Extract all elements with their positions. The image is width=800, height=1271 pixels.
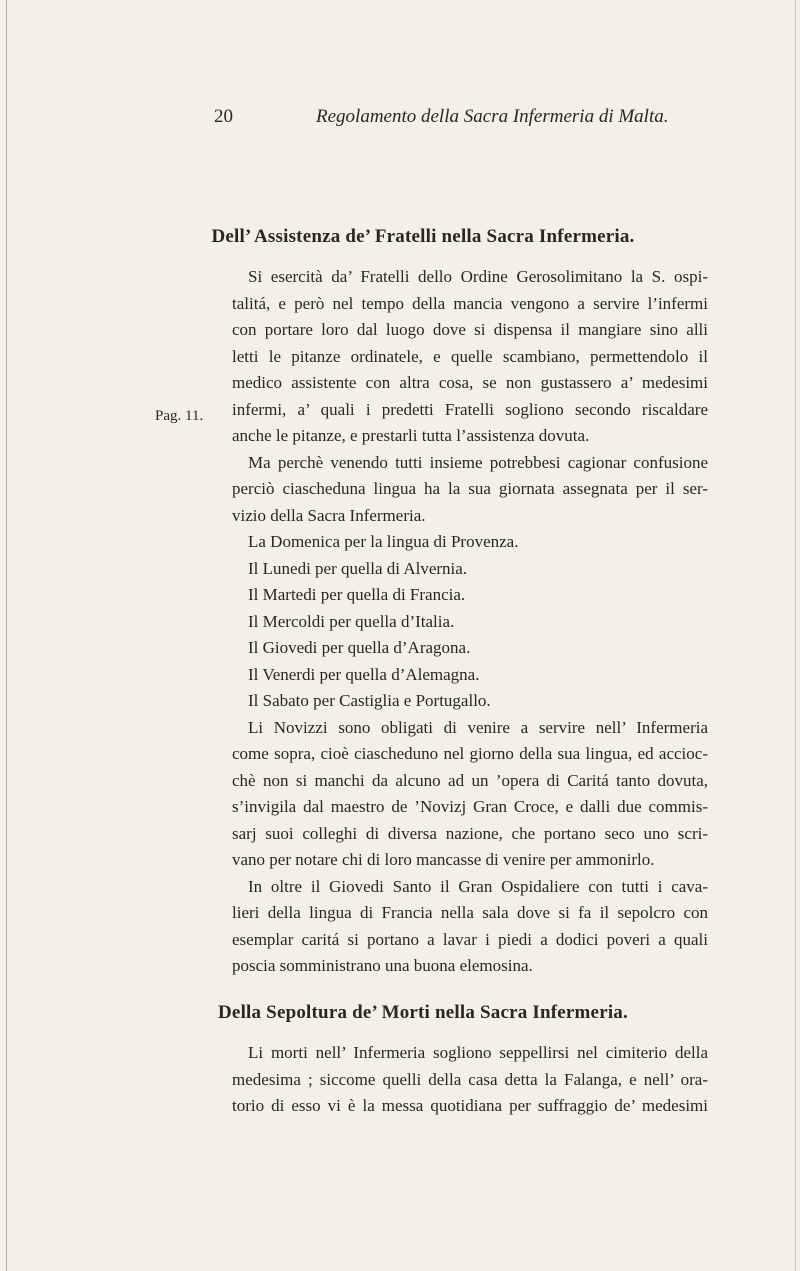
text-line: Il Mercoldi per quella d’Italia. (248, 611, 455, 631)
page-edge-right (795, 0, 796, 1271)
text-line: medico assistente con altra cosa, se non gustassero a’ medesimi (232, 373, 708, 392)
text-line: Il Martedi per quella di Francia. (248, 585, 466, 604)
text-line: In oltre il Giovedi Santo il Gran Ospidaliere con tutti i cava- (248, 876, 708, 896)
page-header (0, 106, 800, 136)
text-line: lieri della lingua di Francia nella sala dove si fa il sepolcro con (232, 903, 708, 922)
text-line: Si esercità da’ Fratelli dello Ordine Gerosolimitano la S. ospi- (248, 267, 708, 286)
text-line: vizio della Sacra Infermeria. (232, 505, 426, 525)
text-line: sarj suoi colleghi di diversa nazione, che portano seco uno scri- (232, 823, 708, 843)
text-line: Il Lunedi per quella di Alvernia. (248, 558, 468, 578)
text-line: s’invigila dal maestro de ’Novizj Gran Croce, e dalli due commis- (232, 797, 708, 816)
text-line: La Domenica per la lingua di Provenza. (248, 532, 519, 551)
text-line: con portare loro dal luogo dove si dispensa il mangiare sino alli (232, 320, 708, 339)
text-line: torio di esso vi è la messa quotidiana per suffraggio de’ medesimi (232, 1096, 708, 1115)
running-title: Regolamento della Sacra Infermeria di Malta. (316, 106, 669, 127)
text-line: talitá, e però nel tempo della mancia vengono a servire l’infermi (232, 293, 708, 313)
text-line: vano per notare chi di loro mancasse di venire per ammonirlo. (232, 850, 655, 869)
text-line: anche le pitanze, e prestarli tutta l’assistenza dovuta. (232, 426, 590, 445)
section-body-sepoltura (232, 1040, 708, 1120)
text-line: Li morti nell’ Infermeria sogliono seppellirsi nel cimiterio della (248, 1043, 708, 1062)
margin-note: Pag. 11. (155, 408, 204, 424)
section-body-assistenza (232, 264, 708, 980)
section-heading-sepoltura: Della Sepoltura de’ Morti nella Sacra Infermeria. (218, 1002, 628, 1023)
text-line: medesima ; siccome quelli della casa detta la Falanga, e nell’ ora- (232, 1069, 708, 1089)
page-edge-left (6, 0, 7, 1271)
text-line: perciò ciascheduna lingua ha la sua giornata assegnata per il ser- (232, 479, 708, 498)
text-line: letti le pitanze ordinatele, e quelle scambiano, permettendolo il (232, 346, 708, 366)
text-line: Il Venerdi per quella d’Alemagna. (248, 664, 480, 684)
text-line: poscia somministrano una buona elemosina. (232, 956, 533, 975)
text-line: chè non si manchi da alcuno ad un ’opera di Caritá tanto dovuta, (232, 770, 708, 790)
section-heading-assistenza: Dell’ Assistenza de’ Fratelli nella Sacra Infermeria. (211, 226, 635, 247)
text-line: Il Giovedi per quella d’Aragona. (248, 638, 471, 657)
text-line: come sopra, cioè ciascheduno nel giorno della sua lingua, ed accioc- (232, 744, 708, 763)
text-line: infermi, a’ quali i predetti Fratelli sogliono secondo riscaldare (232, 399, 708, 419)
text-line: Ma perchè venendo tutti insieme potrebbesi cagionar confusione (248, 452, 708, 472)
text-line: Il Sabato per Castiglia e Portugallo. (248, 691, 491, 710)
page-number: 20 (214, 106, 233, 127)
text-line: Li Novizzi sono obligati di venire a servire nell’ Infermeria (248, 717, 708, 737)
text-line: esemplar caritá si portano a lavar i piedi a dodici poveri a quali (232, 929, 708, 949)
